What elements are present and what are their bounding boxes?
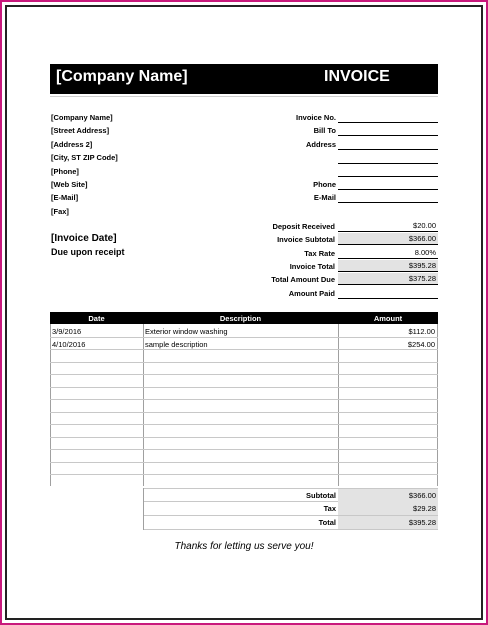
deposit-received-label: Deposit Received [272,222,335,231]
subtotal-value: $366.00 [408,491,436,500]
invoice-no-field[interactable] [338,122,438,123]
total-label: Total [318,518,336,527]
email-field[interactable] [338,202,438,203]
invoice-total-label: Invoice Total [289,262,335,271]
deposit-received-value: $20.00 [413,221,436,230]
address-field-2[interactable] [338,163,438,164]
header-description: Description [219,314,262,323]
table-row[interactable] [50,338,438,351]
invoice-header-bar [50,64,438,94]
table-row[interactable] [50,463,438,476]
invoice-date[interactable]: [Invoice Date] [51,233,117,244]
row-date: 3/9/2016 [52,327,82,336]
row-amount: $254.00 [407,339,435,349]
table-row[interactable] [50,388,438,401]
tax-rate-value: 8.00% [414,248,436,257]
sender-street[interactable]: [Street Address] [51,126,110,135]
phone-label: Phone [313,180,336,189]
total-cell [338,516,438,529]
total-amount-due-cell [338,273,438,285]
invoice-subtotal-value: $366.00 [408,234,436,243]
table-row[interactable] [50,325,438,338]
sender-email[interactable]: [E-Mail] [51,193,79,202]
totals-left-border [143,488,144,530]
row-date: 4/10/2016 [52,339,86,349]
bill-to-field[interactable] [338,135,438,136]
table-row[interactable] [50,438,438,451]
line-items-table [50,312,438,488]
bill-to-label: Bill To [313,126,336,135]
deposit-received-cell[interactable] [338,220,438,232]
due-terms[interactable]: Due upon receipt [51,247,125,257]
company-name-heading[interactable]: [Company Name] [56,68,188,85]
address-field-1[interactable] [338,149,438,150]
subtotal-cell [338,489,438,502]
total-amount-due-label: Total Amount Due [271,275,335,284]
sender-address2[interactable]: [Address 2] [51,140,93,149]
row-amount: $112.00 [408,327,435,336]
invoice-total-cell [338,260,438,272]
table-row[interactable] [50,375,438,388]
row-description: Exterior window washing [145,327,228,336]
invoice-subtotal-cell [338,233,438,245]
invoice-subtotal-label: Invoice Subtotal [277,235,335,244]
sender-city[interactable]: [City, ST ZIP Code] [51,153,118,162]
thank-you-note: Thanks for letting us serve you! [174,541,314,552]
table-row[interactable] [50,450,438,463]
total-value: $395.28 [408,518,436,527]
subtotal-row [143,488,438,502]
email-label: E-Mail [313,193,336,202]
invoice-no-label: Invoice No. [295,113,336,122]
invoice-title: INVOICE [324,68,390,85]
table-row[interactable] [50,350,438,363]
invoice-total-value: $395.28 [408,261,436,270]
subtotal-label: Subtotal [306,491,336,500]
tax-rate-label: Tax Rate [304,249,335,258]
total-row [143,516,438,530]
header-divider [50,96,438,97]
phone-field[interactable] [338,189,438,190]
sender-fax[interactable]: [Fax] [51,207,69,216]
sender-company[interactable]: [Company Name] [51,113,113,122]
table-row[interactable] [50,400,438,413]
amount-paid-label: Amount Paid [288,289,335,298]
tax-rate-cell[interactable] [338,247,438,259]
table-header [50,312,438,324]
tax-row [143,502,438,516]
table-row[interactable] [50,363,438,376]
header-date: Date [88,314,105,323]
table-row[interactable] [50,425,438,438]
sender-phone[interactable]: [Phone] [51,167,79,176]
row-description: sample description [145,339,208,349]
table-row[interactable] [50,413,438,426]
amount-paid-cell[interactable] [338,287,438,299]
tax-value: $29.28 [413,504,436,513]
tax-label: Tax [323,504,336,513]
sender-website[interactable]: [Web Site] [51,180,88,189]
header-amount: Amount [373,314,403,323]
total-amount-due-value: $375.28 [408,274,436,283]
address-label: Address [305,140,336,149]
address-field-3[interactable] [338,176,438,177]
tax-cell [338,502,438,515]
